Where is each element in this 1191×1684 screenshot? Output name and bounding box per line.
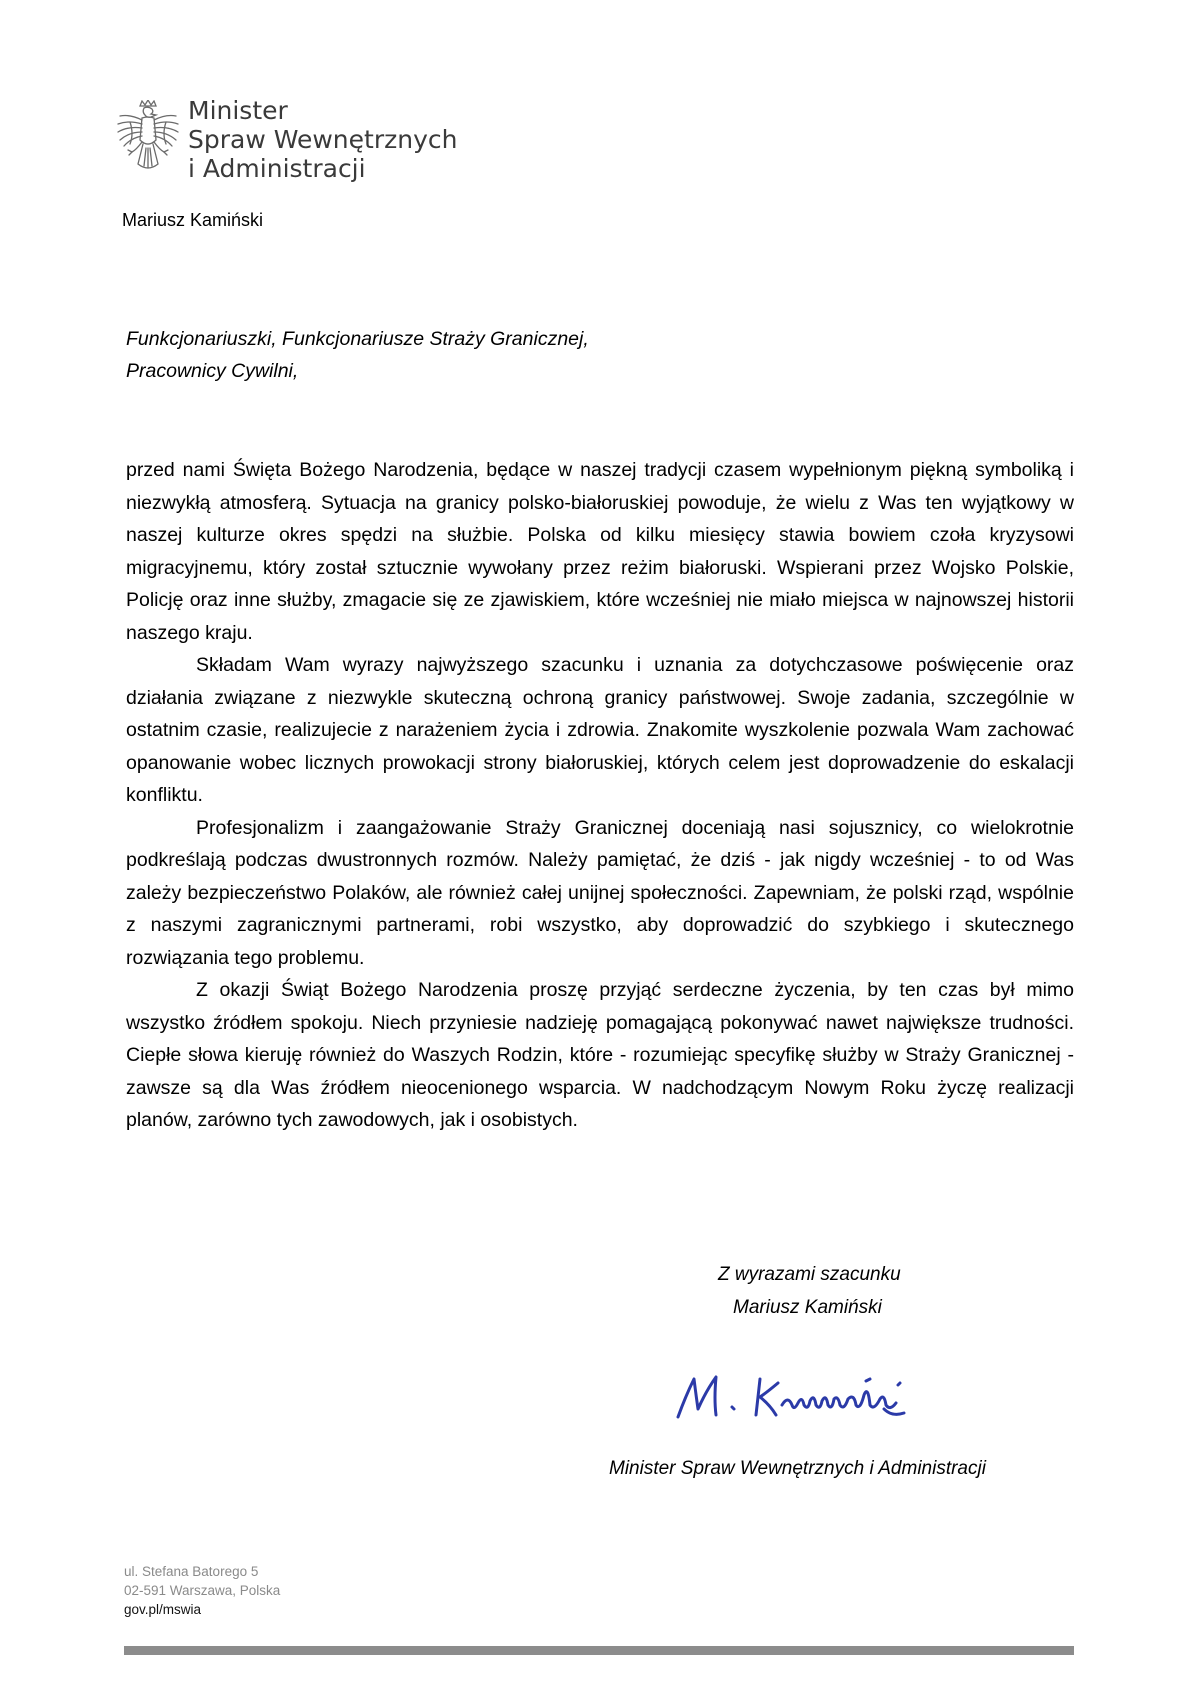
footer-street: ul. Stefana Batorego 5 <box>124 1564 259 1579</box>
footer-website-link[interactable]: gov.pl/mswia <box>124 1602 202 1617</box>
footer-city: 02-591 Warszawa, Polska <box>124 1583 281 1598</box>
paragraph-1: przed nami Święta Bożego Narodzenia, będące w naszej tradycji czasem wypełnionym piękną symboliką i niezwykłą atmosferą. Sytuacja na granicy polsko-białoruskiej powoduje, że wielu z Was ten wyjątkowy w naszej kulturze okres spędzi na służbie. Polska od kilku miesięcy stawia bowiem czoła kryzysowi migracyjnemu, który został sztucznie wywołany przez reżim białoruski. Wspierani przez Wojsko Polskie, Policję oraz inne służby, zmagacie się ze zjawiskiem, które wcześniej nie miało miejsca w najnowszej historii naszego kraju. <box>126 459 1074 644</box>
ministry-name-line-1: Minister <box>188 96 288 125</box>
ministry-name <box>188 96 457 183</box>
closing-line-1: Z wyrazami szacunku <box>718 1264 901 1285</box>
salutation-line-1: Funkcjonariuszki, Funkcjonariusze Straży Granicznej, <box>126 328 589 350</box>
ministry-logo <box>116 96 496 186</box>
sender-name: Mariusz Kamiński <box>122 210 264 230</box>
signatory-title: Minister Spraw Wewnętrznych i Administracji <box>609 1458 986 1479</box>
salutation-line-2: Pracownicy Cywilni, <box>126 360 299 382</box>
ministry-name-line-2: Spraw Wewnętrznych <box>188 125 458 154</box>
handwritten-signature <box>670 1365 950 1435</box>
letter-body <box>126 454 1074 1137</box>
paragraph-4: Z okazji Świąt Bożego Narodzenia proszę przyjąć serdeczne życzenia, by ten czas był mimo wszystko źródłem spokoju. Niech przyniesie nadzieję pomagającą pokonywać nawet największe trudności. Ciepłe słowa kieruję również do Waszych Rodzin, które - rozumiejąc specyfikę służby w Straży Granicznej - zawsze są dla Was źródłem nieocenionego wsparcia. W nadchodzącym Nowym Roku życzę realizacji planów, zarówno tych zawodowych, jak i osobistych. <box>126 979 1074 1131</box>
footer-address <box>124 1562 280 1619</box>
salutation <box>126 323 589 387</box>
polish-eagle-emblem-icon <box>116 100 180 180</box>
paragraph-2: Składam Wam wyrazy najwyższego szacunku i uznania za dotychczasowe poświęcenie oraz działania związane z niezwykle skuteczną ochroną granicy państwowej. Swoje zadania, szczególnie w ostatnim czasie, realizujecie z narażeniem życia i zdrowia. Znakomite wyszkolenie pozwala Wam zachować opanowanie wobec licznych prowokacji strony białoruskiej, których celem jest doprowadzenie do eskalacji konfliktu. <box>126 654 1074 806</box>
ministry-name-line-3: i Administracji <box>188 154 366 183</box>
footer-divider-bar <box>124 1646 1074 1655</box>
closing-line-2: Mariusz Kamiński <box>733 1297 882 1318</box>
paragraph-3: Profesjonalizm i zaangażowanie Straży Granicznej doceniają nasi sojusznicy, co wielokrotnie podkreślają podczas dwustronnych rozmów. Należy pamiętać, że dziś - jak nigdy wcześniej - to od Was zależy bezpieczeństwo Polaków, ale również całej unijnej społeczności. Zapewniam, że polski rząd, wspólnie z naszymi zagranicznymi partnerami, robi wszystko, aby doprowadzić do szybkiego i skutecznego rozwiązania tego problemu. <box>126 816 1074 969</box>
